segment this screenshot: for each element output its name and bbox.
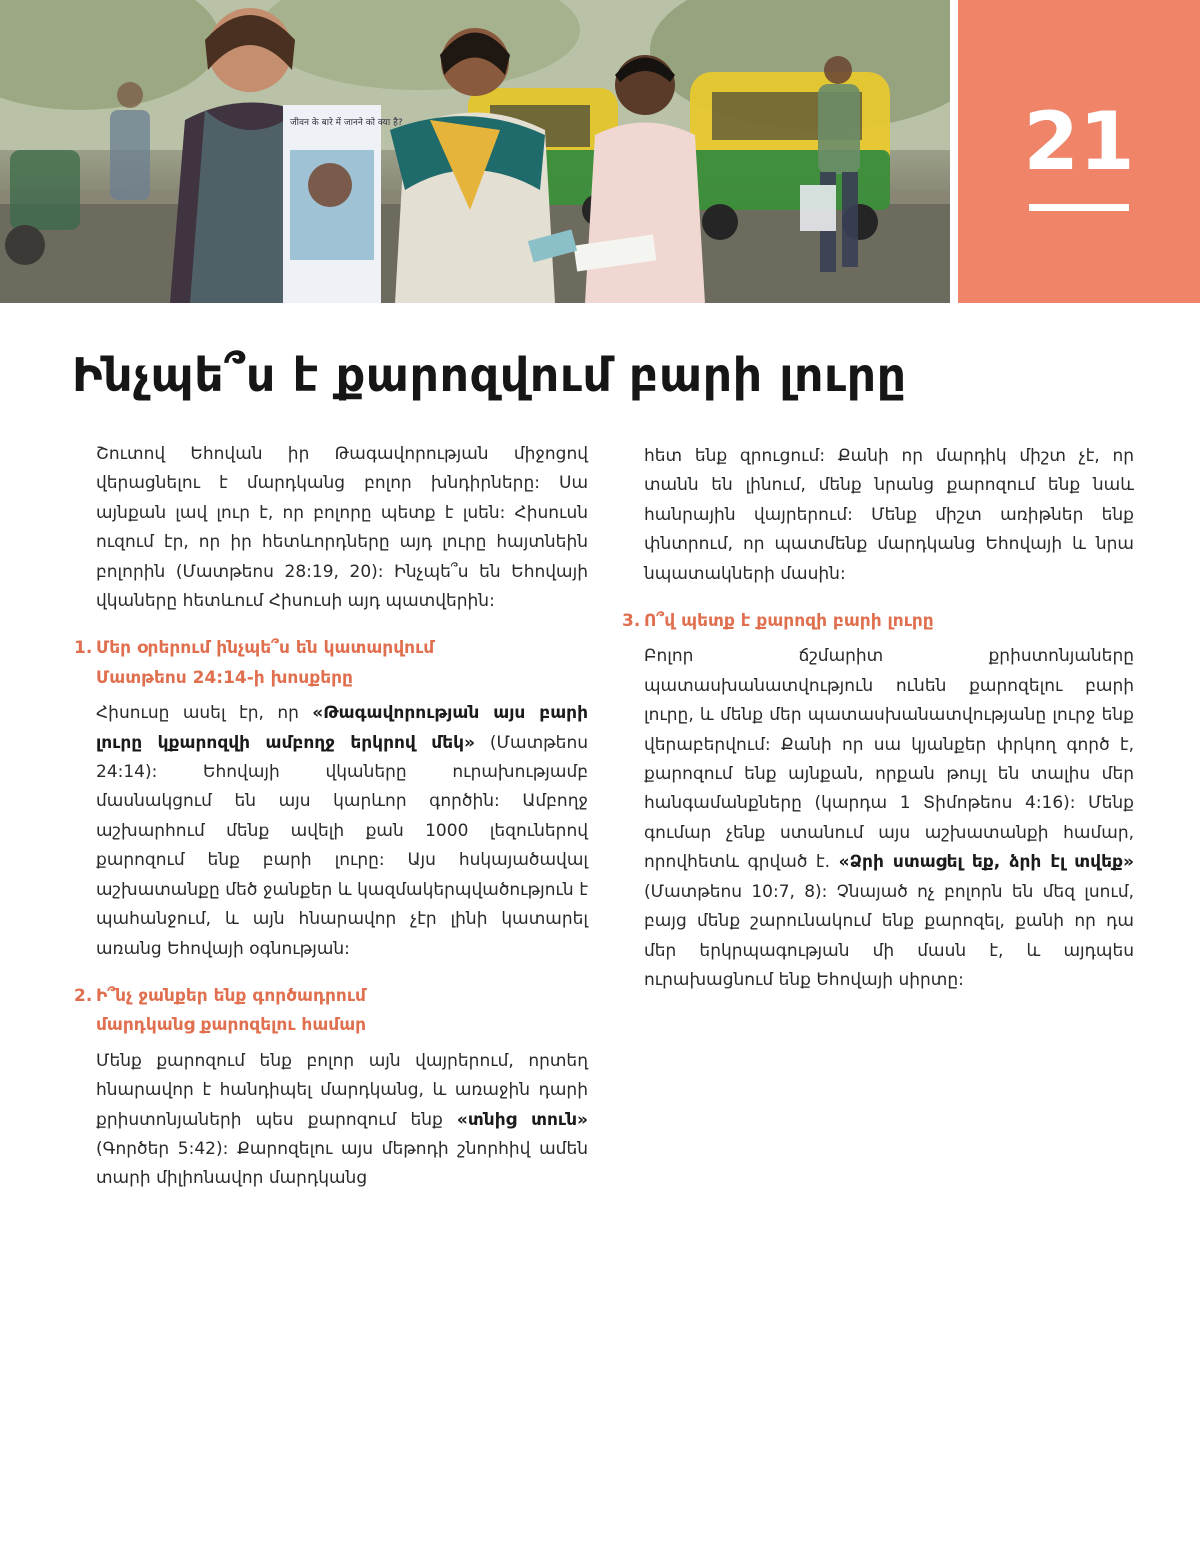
section-3-text-after: (Մատթեոս 10:7, 8): Չնայած ոչ բոլորն են մեզ լսում, բայց մենք շարունակում ենք քարոզել, քանի որ դա մեր երկրպագության մի մասն է, և այդպես ուրախացնում ենք Եհովայի սիրտը: (644, 881, 1134, 990)
page-title: Ինչպե՞ս է քարոզվում բարի լուրը (72, 348, 907, 402)
section-3-heading (622, 607, 1134, 636)
section-1-text-before: Հիսուսը ասել էր, որ (96, 703, 313, 724)
section-3-quote: «Ձրի ստացել եք, ձրի էլ տվեք» (838, 852, 1135, 873)
section-1 (74, 634, 588, 963)
section-2-heading (74, 982, 588, 1041)
section-1-heading (74, 634, 588, 693)
section-2-paragraph (74, 1047, 588, 1194)
section-2-number: 2. (74, 985, 93, 1006)
right-column (622, 442, 1134, 995)
lesson-number-underline (1029, 204, 1129, 211)
lesson-number-box (958, 0, 1200, 303)
section-3-heading-line1: Ո՞վ պետք է քարոզի բարի լուրը (644, 611, 934, 632)
section-3-number: 3. (622, 611, 641, 632)
section-1-paragraph (74, 699, 588, 964)
hero-photo (0, 0, 950, 303)
section-3 (622, 607, 1134, 995)
section-1-number: 1. (74, 638, 93, 659)
section-3-paragraph (622, 642, 1134, 995)
section-2-heading-line1: Ի՞նչ ջանքեր ենք գործադրում (96, 985, 366, 1006)
section-2-heading-text (96, 982, 366, 1041)
section-2-text-before: Մենք քարոզում ենք բոլոր այն վայրերում, որտեղ հնարավոր է հանդիպել մարդկանց, և առաջին դարի քրիստոնյաների պես քարոզում ենք (96, 1050, 588, 1130)
lesson-number: 21 (1023, 95, 1135, 188)
section-1-quote: «Թագավորության այս բարի լուրը կքարոզվի ամբողջ երկրով մեկ» (96, 703, 588, 753)
street-scene-illustration (0, 0, 950, 303)
section-2-text-after: (Գործեր 5:42): Քարոզելու այս մեթոդի շնորհիվ ամեն տարի միլիոնավոր մարդկանց (96, 1138, 588, 1189)
section-2-continuation: հետ ենք զրուցում: Քանի որ մարդիկ միշտ չէ, որ տանն են լինում, մենք նրանց քարոզում ենք նաև հանրային վայրերում: Մենք միշտ առիթներ ենք փնտրում, որ պատմենք մարդկանց Եհովայի և նրա նպատակների մասին: (644, 446, 1134, 584)
section-1-heading-text (96, 634, 434, 693)
poster-caption: जीवन के बारे में जानने को क्या है? (290, 118, 403, 128)
intro-paragraph: Շուտով Եհովան իր Թագավորության միջոցով վերացնելու է մարդկանց բոլոր խնդիրները: Սա այնքան լավ լուր է, որ բոլորը պետք է լսեն: Հիսուսն ուզում էր, որ իր հետևորդները այդ լուրը հայտնեին բոլորին (Մատթեոս 28:19, 20): Ինչպե՞ս են Եհովայի վկաները հետևում Հիսուսի այդ պատվերին: (96, 444, 588, 612)
section-1-text-after: (Մատթեոս 24:14): Եհովայի վկաները ուրախությամբ մասնակցում են այս կարևոր գործին: Ամբողջ աշխարհում մենք ավելի քան 1000 լեզուներով քարոզում ենք բարի լուրը: Այս հսկայածավալ աշխատանքը մեծ ջանքեր և կազմակերպվածություն է պահանջում, և այն հնարավոր չէր լինի կատարել առանց Եհովայի օգնության: (96, 732, 588, 959)
section-2-heading-line2: մարդկանց քարոզելու համար (96, 1015, 367, 1036)
section-1-heading-line1: Մեր օրերում ինչպե՞ս են կատարվում (96, 638, 435, 659)
section-1-heading-line2: Մատթեոս 24:14-ի խոսքերը (96, 667, 353, 688)
section-3-text-before: Բոլոր ճշմարիտ քրիստոնյաները պատասխանատվություն ունեն քարոզելու բարի լուրը, և մենք մեր պատասխանատվությանը լուրջ ենք վերաբերվում: Քանի որ սա կյանքեր փրկող գործ է, քարոզում ենք այնքան, որքան թույլ են տալիս մեր հանգամանքները (կարդա 1 Տիմոթեոս 4:16): Մենք գումար չենք ստանում այս աշխատանքի համար, որովհետև գրված է. (644, 646, 1134, 873)
section-2 (74, 982, 588, 1194)
section-2-quote: «տնից տուն» (456, 1109, 588, 1130)
left-column (74, 440, 588, 1194)
